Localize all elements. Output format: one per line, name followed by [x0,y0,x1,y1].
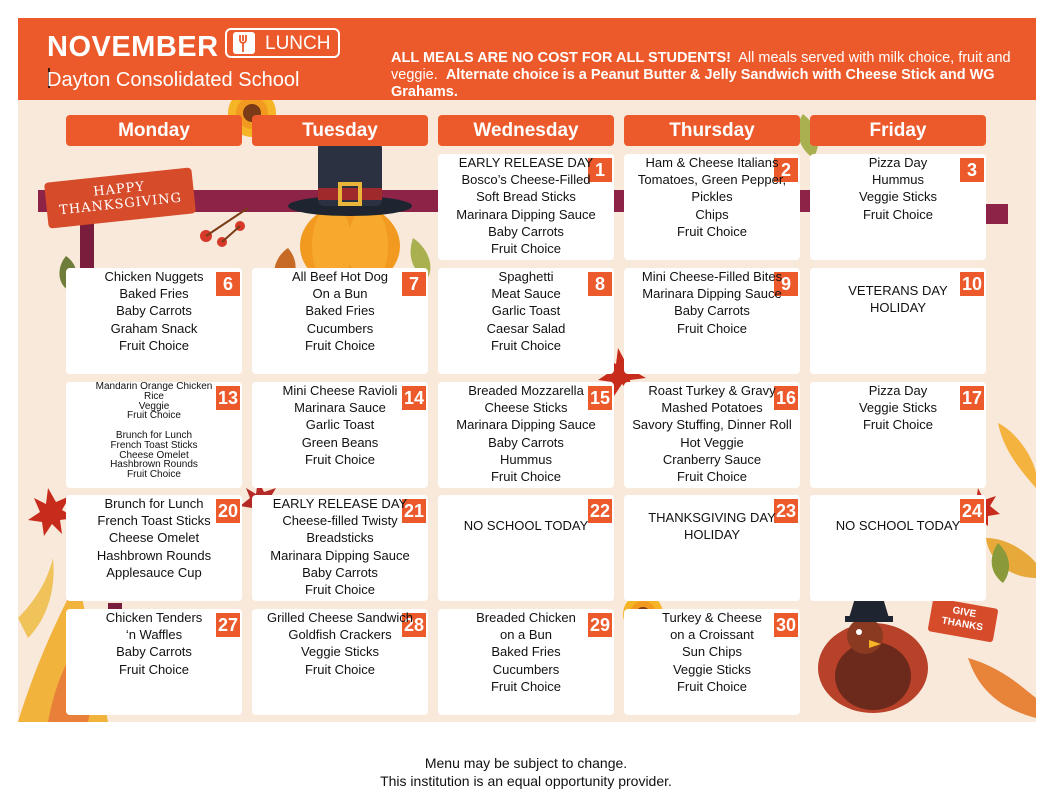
menu-item: Hashbrown Rounds [96,547,212,563]
day-cell-27 [66,609,242,715]
menu-items [438,382,614,485]
lunch-label: LUNCH [265,33,331,54]
menu-item: French Toast Sticks [97,513,211,529]
menu-item: Cheese Omelet [119,449,189,461]
day-number: 10 [961,274,983,294]
menu-items [252,382,428,468]
menu-item: Baked Fries [305,303,375,319]
menu-item: Brunch for Lunch [104,496,204,511]
menu-item: Breaded Chicken [476,610,576,625]
day-number: 7 [402,272,426,296]
notice-bold-alternate: Alternate choice is a Peanut Butter & Jelly Sandwich with Cheese Stick and WG Grahams. [391,67,995,100]
menu-item: Pizza Day [868,155,928,170]
menu-items [252,495,428,598]
menu-item: Baby Carrots [302,564,378,580]
menu-sheet [18,18,1036,722]
day-number: 8 [588,272,612,296]
menu-items [66,609,242,678]
menu-items [66,382,242,480]
day-number: 3 [960,158,984,182]
menu-item: Breaded Mozzarella [468,383,584,398]
menu-item: Marinara Sauce [294,400,386,416]
holiday-line: HOLIDAY [869,300,927,315]
day-cell-7 [252,268,428,374]
day-number: 21 [403,501,425,521]
menu-item: Cucumbers [492,661,560,677]
day-cell-17 [810,382,986,488]
menu-items [810,154,986,223]
empty-day-cell [810,609,986,715]
holiday-note [810,517,986,534]
day-cell-30 [624,609,800,715]
menu-item: Cheese Sticks [484,400,568,416]
footer-equal-opportunity: This institution is an equal opportunity provider. [380,773,672,789]
menu-item: Fruit Choice [304,661,376,677]
day-number: 24 [961,501,983,521]
day-number: 29 [589,615,611,635]
day-cell-10 [810,268,986,374]
month-title: NOVEMBER [47,31,219,63]
menu-item: French Toast Sticks [110,439,198,451]
menu-item: Fruit Choice [676,320,748,336]
menu-item: Fruit Choice [127,410,181,422]
menu-item: Sun Chips [682,644,742,660]
menu-item: Fruit Choice [862,417,934,433]
menu-item: Pizza Day [868,383,928,398]
menu-item: Chips [695,206,729,222]
menu-item: Veggie [138,400,170,412]
menu-item: Baby Carrots [488,434,564,450]
day-number: 17 [961,388,983,408]
menu-item: Hummus [871,172,924,188]
menu-item: Cranberry Sauce [662,451,762,467]
menu-item: Veggie Sticks [672,661,752,677]
menu-item: Veggie Sticks [300,644,380,660]
menu-item: ‘n Waffles [125,627,183,643]
holiday-line: NO SCHOOL TODAY [835,518,961,533]
holiday-note [624,509,800,543]
day-number: 1 [588,158,612,182]
fork-icon [233,32,257,54]
menu-item: Baby Carrots [488,223,564,239]
day-cell-29 [438,609,614,715]
day-cell-8 [438,268,614,374]
day-cell-21 [252,495,428,601]
day-cell-14 [252,382,428,488]
day-cell-28 [252,609,428,715]
day-number: 6 [216,272,240,296]
day-cell-20 [66,495,242,601]
day-number: 22 [589,501,611,521]
menu-item: Fruit Choice [490,678,562,694]
menu-item: Chicken Nuggets [104,269,204,284]
menu-item: on a Croissant [670,627,754,643]
menu-items [252,268,428,354]
day-cell-22 [438,495,614,601]
day-cell-3 [810,154,986,260]
menu-item: Fruit Choice [676,223,748,239]
menu-items [624,268,800,337]
menu-item: Fruit Choice [304,337,376,353]
menu-item: Fruit Choice [862,206,934,222]
menu-item: Cheese Omelet [108,530,200,546]
menu-item: Fruit Choice [676,678,748,694]
menu-item: Graham Snack [110,320,198,336]
menu-item: Cucumbers [306,320,374,336]
day-number: 9 [774,272,798,296]
menu-item: Green Beans [301,434,379,450]
menu-item: Mini Cheese-Filled Bites [641,269,783,284]
holiday-line: THANKSGIVING DAY [648,510,776,525]
menu-item: Fruit Choice [304,582,376,598]
day-number: 13 [217,388,239,408]
menu-item: Mashed Potatoes [661,400,763,416]
menu-item: Spaghetti [498,269,554,284]
footer-disclaimer: Menu may be subject to change. [424,755,628,771]
menu-item: Soft Bread Sticks [476,189,576,205]
holiday-line: VETERANS DAY [848,283,948,298]
weekday-header: Tuesday [252,115,428,146]
menu-item: Tomatoes, Green Pepper, [637,172,787,188]
header-banner [18,18,1036,100]
menu-item: Hummus [499,451,552,467]
meal-notice [391,50,1021,100]
empty-day-cell [252,154,428,260]
menu-item: Brunch for Lunch [115,429,193,441]
day-number: 23 [775,501,797,521]
menu-item: Fruit Choice [118,661,190,677]
menu-item: Mini Cheese Ravioli [282,383,398,398]
holiday-line: NO SCHOOL TODAY [463,518,589,533]
day-number: 14 [403,388,425,408]
notice-regular: All meals served with milk choice, fruit and veggie. [391,50,1011,83]
menu-item: Fruit Choice [118,337,190,353]
school-name: Dayton Consolidated School [47,69,300,91]
menu-item: EARLY RELEASE DAY [458,155,594,170]
menu-items [66,495,242,581]
day-number: 30 [775,615,797,635]
day-cell-15 [438,382,614,488]
menu-item: Veggie Sticks [858,400,938,416]
menu-item: Marinara Dipping Sauce [642,286,782,302]
menu-item: Goldfish Crackers [288,627,392,643]
menu-item: Breadsticks [306,530,374,546]
menu-item: Garlic Toast [305,417,375,433]
day-number: 28 [403,615,425,635]
menu-item: Baby Carrots [116,644,192,660]
day-cell-24 [810,495,986,601]
menu-item: Rice [143,390,164,402]
weekday-header: Thursday [624,115,800,146]
menu-items [624,609,800,695]
day-cell-1 [438,154,614,260]
menu-items [624,382,800,485]
lunch-badge [225,28,340,58]
day-cell-9 [624,268,800,374]
menu-item: Mandarin Orange Chicken [95,382,213,392]
notice-bold-free: ALL MEALS ARE NO COST FOR ALL STUDENTS! [391,50,731,66]
menu-item: Ham & Cheese Italians [645,155,779,170]
holiday-note [810,282,986,316]
menu-item: All Beef Hot Dog [291,269,389,284]
day-cell-2 [624,154,800,260]
menu-item: Fruit Choice [490,241,562,257]
day-cell-16 [624,382,800,488]
menu-item: EARLY RELEASE DAY [272,496,408,511]
menu-item: Roast Turkey & Gravy [648,383,776,398]
menu-item: Meat Sauce [491,286,561,302]
menu-item: Garlic Toast [491,303,561,319]
menu-items [252,609,428,678]
menu-item: On a Bun [312,286,368,302]
menu-item: Savory Stuffing, Dinner Roll [632,417,792,433]
menu-item: Fruit Choice [304,451,376,467]
weekday-header: Friday [810,115,986,146]
menu-item: Marinara Dipping Sauce [456,417,596,433]
menu-item: Pickles [691,189,733,205]
holiday-note [438,517,614,534]
menu-item: Veggie Sticks [858,189,938,205]
menu-item: Fruit Choice [490,337,562,353]
day-number: 2 [774,158,798,182]
menu-item: Cheese-filled Twisty [282,513,398,529]
menu-item: Baked Fries [491,644,561,660]
give-thanks-text: GIVE THANKS [940,605,984,634]
empty-day-cell [66,154,242,260]
menu-item: Chicken Tenders [105,610,203,625]
menu-item: Baby Carrots [674,303,750,319]
day-number: 15 [589,388,611,408]
menu-item: Fruit Choice [490,469,562,485]
day-number: 27 [217,615,239,635]
weekday-header: Monday [66,115,242,146]
menu-item: Bosco’s Cheese-Filled [461,172,591,188]
menu-item: Marinara Dipping Sauce [270,547,410,563]
menu-items [624,154,800,240]
menu-items [66,268,242,354]
holiday-line: HOLIDAY [683,527,741,542]
menu-item: Hashbrown Rounds [110,459,198,471]
menu-item: Baked Fries [119,286,189,302]
menu-item: Caesar Salad [486,320,566,336]
menu-items [438,609,614,695]
menu-item: Turkey & Cheese [662,610,762,625]
day-cell-6 [66,268,242,374]
menu-item: Applesauce Cup [106,564,202,580]
happy-thanksgiving-text: HAPPY THANKSGIVING [58,179,183,219]
day-number: 20 [217,501,239,521]
menu-items [438,154,614,257]
menu-item: Grilled Cheese Sandwich [267,610,413,625]
day-number: 16 [775,388,797,408]
menu-item: Fruit Choice [127,469,181,481]
menu-item: Baby Carrots [116,303,192,319]
day-cell-23 [624,495,800,601]
menu-item: Fruit Choice [676,469,748,485]
menu-item: Hot Veggie [680,434,744,450]
weekday-header: Wednesday [438,115,614,146]
day-cell-13 [66,382,242,488]
menu-item: on a Bun [499,627,553,643]
menu-item: Marinara Dipping Sauce [456,206,596,222]
menu-items [438,268,614,354]
menu-items [810,382,986,434]
